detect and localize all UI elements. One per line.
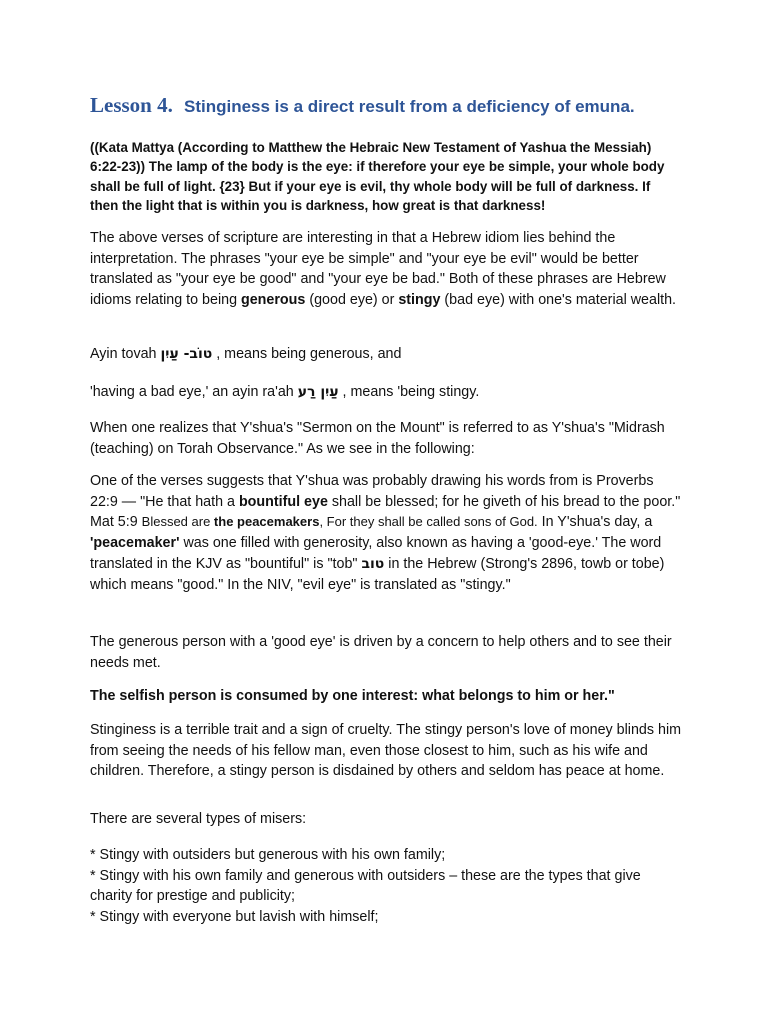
scripture-quote: ((Kata Mattya (According to Matthew the Hebraic New Testament of Yashua the Messiah) 6:22-23)) The lamp of the body is the eye: if therefore your eye be simple, your whole body shall be full of light. {23} But if your eye is evil, thy whole body will be full of darkness. If then the light that is within you is darkness, how great is that darkness! xyxy=(90,140,665,213)
small-text-run: , For they shall be called sons of God. xyxy=(319,514,538,530)
bold-stingy: stingy xyxy=(398,292,441,309)
paragraph-stinginess-trait: Stinginess is a terrible trait and a sign of cruelty. The stingy person's love of money blinds him from seeing the needs of his fellow man, even those closest to him, such as his wife and children. Therefore, a stingy person is disdained by others and seldom has peace at home. xyxy=(90,722,682,780)
text-run: shall be blessed; for he giveth of his bread to the poor." Mat 5:9 xyxy=(90,493,681,531)
text-run: (bad eye) with one's material wealth. xyxy=(440,292,677,309)
bold-peacemakers: the peacemakers xyxy=(213,514,320,530)
paragraph-ayin-raah xyxy=(90,382,682,403)
list-item: * Stingy with his own family and generous with outsiders – these are the types that give charity for prestige and publicity; xyxy=(90,867,641,905)
small-text-run: Blessed are xyxy=(141,514,214,530)
text-run: , means being generous, and xyxy=(212,346,402,362)
hebrew-tob: טוב xyxy=(361,555,385,572)
text-run: Ayin tovah xyxy=(90,346,161,362)
lesson-headline: Stinginess is a direct result from a deficiency of emuna xyxy=(183,97,630,116)
text-run: The above verses of scripture are interesting in that a Hebrew idiom lies behind the interpretation. The phrases "your eye be simple" and "your eye be evil" would be better translated as "your eye be good" and "your eye be bad." Both of these phrases are Hebrew idioms relating to being xyxy=(90,230,666,309)
bold-generous: generous xyxy=(241,292,306,309)
paragraph-proverbs xyxy=(90,471,682,595)
lesson-label: Lesson 4. xyxy=(90,93,173,117)
misers-list xyxy=(90,845,682,928)
text-run: was one filled with generosity, also known as having a 'good-eye.' The word translated in the KJV as "bountiful" is "tob" xyxy=(90,535,662,572)
paragraph-sermon-on-mount: When one realizes that Y'shua's "Sermon on the Mount" is referred to as Y'shua's "Midrash (teaching) on Torah Observance." As we see in the following: xyxy=(90,420,665,457)
text-run: 'having a bad eye,' an ayin ra'ah xyxy=(90,384,298,400)
hebrew-ayin-raah: עַיִן רַע xyxy=(297,384,339,400)
lesson-headline-period: . xyxy=(629,97,635,116)
paragraph-generous-person: The generous person with a 'good eye' is driven by a concern to help others and to see their needs met. xyxy=(90,634,672,671)
text-run: One of the verses suggests that Y'shua was probably drawing his words from is Proverbs 22:9 — "He that hath a xyxy=(90,473,654,510)
bold-bountiful-eye: bountiful eye xyxy=(238,493,328,510)
text-run: In Y'shua's day, a xyxy=(537,514,653,531)
list-item: * Stingy with outsiders but generous with his own family; xyxy=(90,847,446,863)
paragraph-hebrew-idiom xyxy=(90,228,682,311)
text-run: , means 'being stingy. xyxy=(338,384,480,400)
list-item: * Stingy with everyone but lavish with himself; xyxy=(90,909,379,926)
text-run: (good eye) or xyxy=(305,292,399,309)
lesson-title xyxy=(90,92,682,120)
paragraph-types-of-misers: There are several types of misers: xyxy=(90,811,307,827)
bold-peacemaker: 'peacemaker' xyxy=(90,535,180,552)
paragraph-ayin-tovah xyxy=(90,344,682,365)
hebrew-ayin-tovah: טוֹב- עַיִן xyxy=(160,346,213,362)
paragraph-selfish-person: The selfish person is consumed by one interest: what belongs to him or her." xyxy=(90,688,615,704)
text-run: in the Hebrew (Strong's 2896, towb or tobe) which means "good." In the NIV, "evil eye" is translated as "stingy." xyxy=(90,555,665,593)
